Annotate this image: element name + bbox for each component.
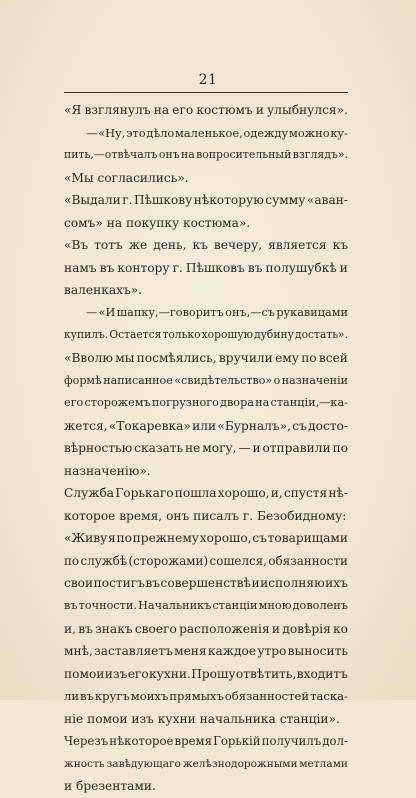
text-line: «Вволю мы посмѣялись, вручили ему по всей bbox=[64, 351, 348, 366]
text-line: «Живу я по прежнему хорошо, съ товарищами bbox=[64, 531, 348, 546]
text-line: купилъ. Остается только хорошую дубину достать». bbox=[64, 328, 348, 342]
text-line: и брезентами. bbox=[64, 779, 156, 794]
text-line: формѣ написанное «свидѣтельство» о назначеніи bbox=[64, 373, 348, 387]
text-line: намъ въ контору г. Пѣшковъ въ полушубкѣ и bbox=[64, 260, 348, 275]
text-line: «Я взглянулъ на его костюмъ и улыбнулся». bbox=[64, 103, 348, 117]
text-line: «Выдали г. Пѣшкову нѣкоторую сумму «аван- bbox=[64, 193, 348, 208]
text-line: его сторожемъ погрузного двора на станціи,—ка- bbox=[64, 396, 348, 410]
text-line: ли въ кругъ моихъ прямыхъ обязанностей таска- bbox=[64, 689, 348, 704]
text-line: пить,—отвѣчалъ онъ на вопросительный взглядъ». bbox=[64, 148, 348, 162]
text-line: сомъ» на покупку костюма». bbox=[64, 215, 251, 230]
text-line: помои изъ его кухни. Прошу отвѣтить, входитъ bbox=[64, 666, 348, 681]
text-line: назначенію». bbox=[64, 463, 151, 478]
text-line: — «Ну, это дѣло маленькое, одежду можно ку- bbox=[86, 125, 348, 140]
text-line: валенкахъ». bbox=[64, 283, 143, 298]
text-line: жность завѣдующаго желѣзнодорожными метлами bbox=[64, 757, 348, 770]
text-line: по службѣ (сторожами) сошелся, обязанности bbox=[64, 553, 348, 568]
text-line: — «И шапку,—говоритъ онъ,—съ рукавицами bbox=[86, 305, 348, 319]
text-line: свои постигъ въ совершенствѣ и исполняю ихъ bbox=[64, 576, 348, 591]
text-line: ніе помои изъ кухни начальника станціи». bbox=[64, 711, 340, 726]
text-line: «Въ тотъ же день, къ вечеру, является къ bbox=[64, 238, 348, 253]
header-rule bbox=[64, 92, 348, 93]
text-line: вѣрностью сказать не могу, — и отправили по bbox=[64, 441, 348, 456]
text-line: Черезъ нѣкоторое время Горькій получилъ дол- bbox=[64, 734, 348, 749]
text-line: и, въ знакъ своего расположенія и довѣрія ко bbox=[64, 621, 348, 636]
body-text bbox=[64, 99, 348, 798]
text-line: которое время, онъ писалъ г. Безобидному: bbox=[64, 508, 347, 523]
page-number: 21 bbox=[198, 72, 218, 88]
text-line: «Мы согласились». bbox=[64, 170, 189, 185]
text-line: жется, «Токаревка» или «Бурналъ», съ досто- bbox=[64, 418, 348, 433]
text-line: мнѣ, заставляетъ меня каждое утро выносить bbox=[64, 644, 348, 659]
text-line: Служба Горькаго пошла хорошо, и, спустя нѣ- bbox=[64, 486, 348, 501]
text-line: въ точности. Начальникъ станціи мною доволенъ bbox=[64, 599, 348, 613]
